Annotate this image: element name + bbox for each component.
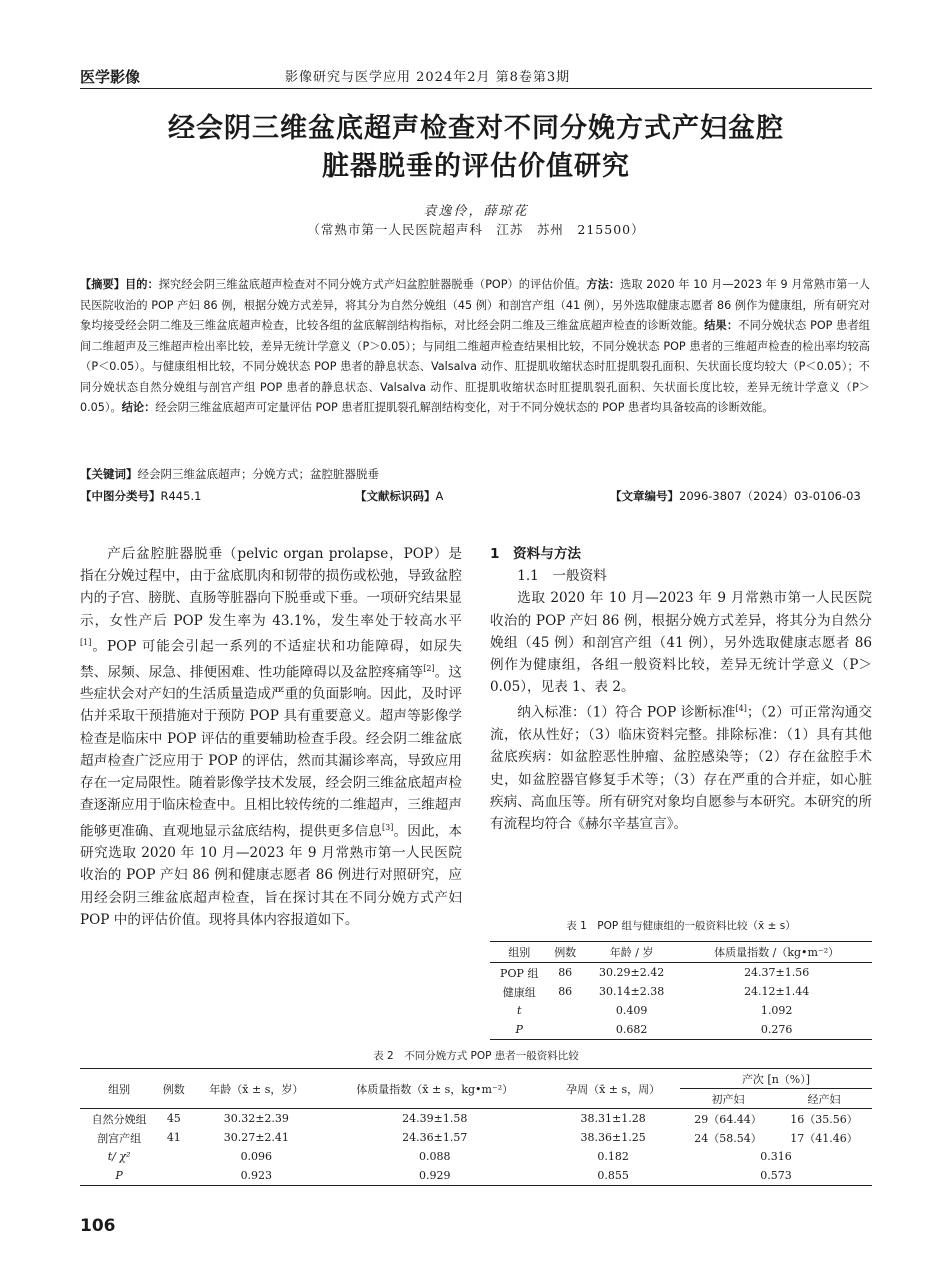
running-head: 影像研究与医学应用 2024年2月 第8卷第3期 [285, 70, 571, 85]
title-line-2: 脏器脱垂的评估价值研究 [322, 151, 630, 182]
t2-header-age: 年龄（x̄ ± s，岁） [189, 1069, 323, 1109]
section-heading-1: 1 资料与方法 [490, 546, 582, 562]
methods-text: 选取 2020 年 10 月—2023 年 9 月常熟市第一人民医院收治的 POP 产妇 86 例，根据分娩方式差异，将其分为自然分娩组（45 例）和剖宫产组（41 例），另外选取健康志愿者 86 例作为健康组，所有研究对象均接受经会阴二维及三维盆底超声检查，比较各组的盆底解剖结构指标，对比经会阴二维及三维盆底超声检查的诊断效能。 [80, 278, 870, 332]
table-row: P 0.682 0.276 [515, 1023, 793, 1036]
methods-paragraph-2: 纳入标准：（1）符合 POP 诊断标准[4]；（2）可正常沟通交流，依从性好；（3）临床资料完整。排除标准：（1）具有其他盆底疾病：如盆腔恶性肿瘤、盆腔感染等；（2）存在盆腔手术史，如盆腔器官修复手术等；（3）存在严重的合并症，如心脏疾病、高血压等。所有研究对象均自愿参与本研究。本研究的所有流程均符合《赫尔辛基宣言》。 [490, 704, 872, 832]
t2-header-bmi: 体质量指数（x̄ ± s，kg•m⁻²） [323, 1069, 546, 1109]
table-1 [490, 918, 872, 1040]
affiliation: （常熟市第一人民医院超声科 江苏 苏州 215500） [307, 222, 645, 237]
t2-header-parity: 产次 [n（%）] [680, 1069, 872, 1089]
keywords [80, 466, 870, 482]
body-left-column [80, 543, 462, 931]
t1-header-n: 例数 [548, 942, 582, 963]
results-text: 不同分娩状态 POP 患者组间二维超声及三维超声检出率比较，差异无统计学意义（P＞0.05）；与同组二维超声检查结果相比较，不同分娩状态 POP 患者的三维超声检查的检出率均较高（P＜0.05）。与健康组相比较，不同分娩状态 POP 患者的静息状态、Valsalva 动作、肛提肌收缩状态时肛提肌裂孔面积、矢状面长度均较大（P＜0.05）；不同分娩状态自然分娩组与剖宫产组 POP 患者的静息状态、Valsalva 动作、肛提肌收缩状态时肛提肌裂孔面积、矢状面长度比较，差异无统计学意义（P＞0.05）。 [80, 319, 870, 414]
table-row: t 0.409 1.092 [517, 1004, 793, 1017]
table-row: 健康组 86 30.14±2.38 24.12±1.44 [502, 985, 810, 999]
clc-code: 【中图分类号】R445.1 [80, 489, 202, 503]
t1-header-group: 组别 [490, 942, 548, 963]
intro-paragraph: 产后盆腔脏器脱垂（pelvic organ prolapse，POP）是指在分娩过程中，由于盆底肌肉和韧带的损伤或松弛，导致盆腔内的子宫、膀胱、直肠等脏器向下脱垂或下垂。一项研究结果显示，女性产后 POP 发生率为 43.1%，发生率处于较高水平[1]。POP 可能会引起一系列的不适症状和功能障碍，如尿失禁、尿频、尿急、排便困难、性功能障碍以及盆腔疼痛等[2]。这些症状会对产妇的生活质量造成严重的负面影响。因此，及时评估并采取干预措施对于预防 POP 具有重要意义。超声等影像学检查是临床中 POP 评估的重要辅助检查手段。经会阴二维盆底超声检查广泛应用于 POP 的评估，然而其漏诊率高，导致应用存在一定局限性。随着影像学技术发展，经会阴三维盆底超声检查逐渐应用于临床检查中。且相比较传统的二维超声，三维超声能够更准确、直观地显示盆底结构，提供更多信息[3]。因此，本研究选取 2020 年 10 月—2023 年 9 月常熟市第一人民医院收治的 POP 产妇 86 例和健康志愿者 86 例进行对照研究，应用经会阴三维盆底超声检查，旨在探讨其在不同分娩方式产妇 POP 中的评估价值。现将具体内容报道如下。 [80, 546, 463, 928]
table-row: t/ χ² 0.096 0.088 0.182 0.316 [107, 1150, 792, 1163]
table-row: POP 组 86 30.29±2.42 24.37±1.56 [500, 966, 810, 980]
keywords-text: 经会阴三维盆底超声；分娩方式；盆腔脏器脱垂 [137, 467, 379, 481]
t2-header-gestation: 孕周（x̄ ± s，周） [546, 1069, 680, 1109]
ref-2[interactable]: [2] [423, 663, 435, 673]
article-title [80, 110, 872, 186]
t1-header-age: 年龄 / 岁 [582, 942, 681, 963]
methods-label: 方法： [586, 278, 621, 291]
body-right-column [490, 543, 872, 835]
article-number: 【文章编号】2096-3807（2024）03-0106-03 [610, 489, 861, 503]
results-label: 结果： [704, 319, 739, 332]
objective-label: 目的： [125, 278, 159, 291]
ref-3[interactable]: [3] [382, 822, 394, 832]
ref-1[interactable]: [1] [80, 637, 92, 647]
table-row: 剖宫产组 41 30.27±2.41 24.36±1.57 38.36±1.25 24（58.54） 17（41.46） [97, 1131, 858, 1145]
objective-text: 探究经会阴三维盆底超声检查对不同分娩方式产妇盆腔脏器脱垂（POP）的评估价值。 [158, 278, 587, 291]
header-rule [80, 88, 872, 89]
table-2 [80, 1050, 872, 1186]
authors: 袁逸伶，薛琼花 [423, 204, 529, 219]
page-number: 106 [80, 1216, 116, 1236]
t2-header-group: 组别 [80, 1069, 158, 1109]
conclusion-label: 结论： [121, 401, 156, 414]
t2-subheader-primipara: 初产妇 [680, 1089, 776, 1109]
keywords-label: 【关键词】 [80, 467, 138, 481]
abstract [80, 275, 870, 419]
methods-paragraph-1: 选取 2020 年 10 月—2023 年 9 月常熟市第一人民医院收治的 POP 产妇 86 例，根据分娩方式差异，将其分为自然分娩组（45 例）和剖宫产组（41 例），另外选取健康志愿者 86 例作为健康组，各组一般资料比较，差异无统计学意义（P＞0.05），见表 1、表 2。 [490, 590, 872, 696]
section-heading-1-1: 1.1 一般资料 [517, 568, 607, 585]
table-2-caption: 表 2 不同分娩方式 POP 患者一般资料比较 [373, 1050, 579, 1062]
table-row: 自然分娩组 45 30.32±2.39 24.39±1.58 38.31±1.28 29（64.44） 16（35.56） [91, 1112, 858, 1126]
abstract-label: 【摘要】 [80, 278, 126, 291]
table-1-caption: 表 1 POP 组与健康组的一般资料比较（x̄ ± s） [566, 920, 796, 932]
ref-4[interactable]: [4] [735, 704, 747, 714]
t1-header-bmi: 体质量指数 /（kg•m⁻²） [681, 942, 872, 963]
table-row: P 0.923 0.929 0.855 0.573 [115, 1169, 792, 1182]
t2-subheader-multipara: 经产妇 [776, 1089, 872, 1109]
title-line-1: 经会阴三维盆底超声检查对不同分娩方式产妇盆腔 [168, 113, 784, 144]
conclusion-text: 经会阴三维盆底超声可定量评估 POP 患者肛提肌裂孔解剖结构变化，对于不同分娩状态的 POP 患者均具备较高的诊断效能。 [155, 401, 774, 414]
journal-section: 医学影像 [80, 68, 141, 86]
doc-code: 【文献标识码】A [355, 489, 444, 503]
t2-header-n: 例数 [158, 1069, 189, 1109]
